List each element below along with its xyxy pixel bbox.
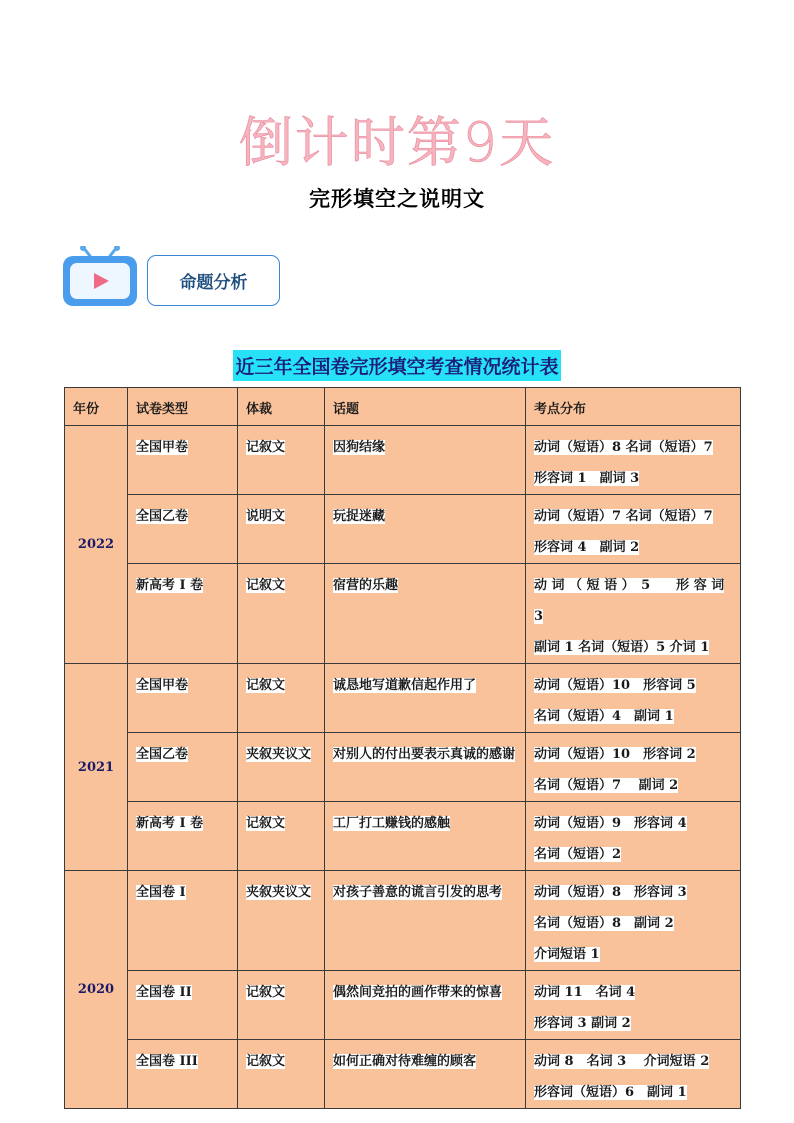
table-header-row: [65, 388, 741, 426]
table-row: [65, 802, 741, 871]
header-topic: 话题: [325, 388, 526, 426]
table-row: [65, 426, 741, 495]
points-cell: 动词 11 名词 4 形容词 3 副词 2: [526, 971, 741, 1040]
paper-cell: 全国卷 III: [128, 1040, 238, 1109]
topic-cell: 宿营的乐趣: [325, 564, 526, 664]
genre-cell: 说明文: [238, 495, 325, 564]
paper-cell: 全国甲卷: [128, 426, 238, 495]
points-cell: 动词（短语）8 形容词 3 名词（短语）8 副词 2 介词短语 1: [526, 871, 741, 971]
stats-table: [64, 387, 741, 1109]
countdown-title: 倒计时第9天: [238, 111, 556, 174]
points-cell: 动词（短语）7 名词（短语）7 形容词 4 副词 2: [526, 495, 741, 564]
paper-cell: 全国甲卷: [128, 664, 238, 733]
year-cell: 2021: [65, 664, 128, 871]
year-cell: 2022: [65, 426, 128, 664]
table-row: [65, 1040, 741, 1109]
points-cell: 动词（短语）10 形容词 5 名词（短语）4 副词 1: [526, 664, 741, 733]
paper-cell: 新高考 I 卷: [128, 564, 238, 664]
section-label: 命题分析: [179, 273, 248, 293]
header-genre: 体裁: [238, 388, 325, 426]
genre-cell: 记叙文: [238, 426, 325, 495]
points-cell: 动 词 （ 短 语 ） 5 形 容 词 3 副词 1 名词（短语）5 介词 1: [526, 564, 741, 664]
table-row: [65, 871, 741, 971]
paper-cell: 全国卷 II: [128, 971, 238, 1040]
genre-cell: 记叙文: [238, 971, 325, 1040]
year-cell: 2020: [65, 871, 128, 1109]
header-paper: 试卷类型: [128, 388, 238, 426]
topic-cell: 如何正确对待难缠的顾客: [325, 1040, 526, 1109]
page-subtitle: 完形填空之说明文: [309, 186, 485, 211]
table-row: [65, 495, 741, 564]
table-title: 近三年全国卷完形填空考查情况统计表: [233, 350, 560, 381]
genre-cell: 夹叙夹议文: [238, 871, 325, 971]
genre-cell: 记叙文: [238, 664, 325, 733]
genre-cell: 记叙文: [238, 564, 325, 664]
topic-cell: 对别人的付出要表示真诚的感谢: [325, 733, 526, 802]
table-row: [65, 971, 741, 1040]
paper-cell: 新高考 I 卷: [128, 802, 238, 871]
tv-play-icon: [62, 246, 138, 308]
table-row: [65, 664, 741, 733]
genre-cell: 记叙文: [238, 1040, 325, 1109]
points-cell: 动词（短语）9 形容词 4 名词（短语）2: [526, 802, 741, 871]
paper-cell: 全国乙卷: [128, 733, 238, 802]
table-row: [65, 564, 741, 664]
topic-cell: 玩捉迷藏: [325, 495, 526, 564]
topic-cell: 诚恳地写道歉信起作用了: [325, 664, 526, 733]
topic-cell: 工厂打工赚钱的感触: [325, 802, 526, 871]
paper-cell: 全国卷 I: [128, 871, 238, 971]
topic-cell: 因狗结缘: [325, 426, 526, 495]
points-cell: 动词（短语）10 形容词 2 名词（短语）7 副词 2: [526, 733, 741, 802]
points-cell: 动词 8 名词 3 介词短语 2 形容词（短语）6 副词 1: [526, 1040, 741, 1109]
header-year: 年份: [65, 388, 128, 426]
genre-cell: 记叙文: [238, 802, 325, 871]
table-row: [65, 733, 741, 802]
topic-cell: 对孩子善意的谎言引发的思考: [325, 871, 526, 971]
genre-cell: 夹叙夹议文: [238, 733, 325, 802]
points-cell: 动词（短语）8 名词（短语）7 形容词 1 副词 3: [526, 426, 741, 495]
topic-cell: 偶然间竞拍的画作带来的惊喜: [325, 971, 526, 1040]
header-points: 考点分布: [526, 388, 741, 426]
section-label-box: [147, 255, 280, 306]
paper-cell: 全国乙卷: [128, 495, 238, 564]
